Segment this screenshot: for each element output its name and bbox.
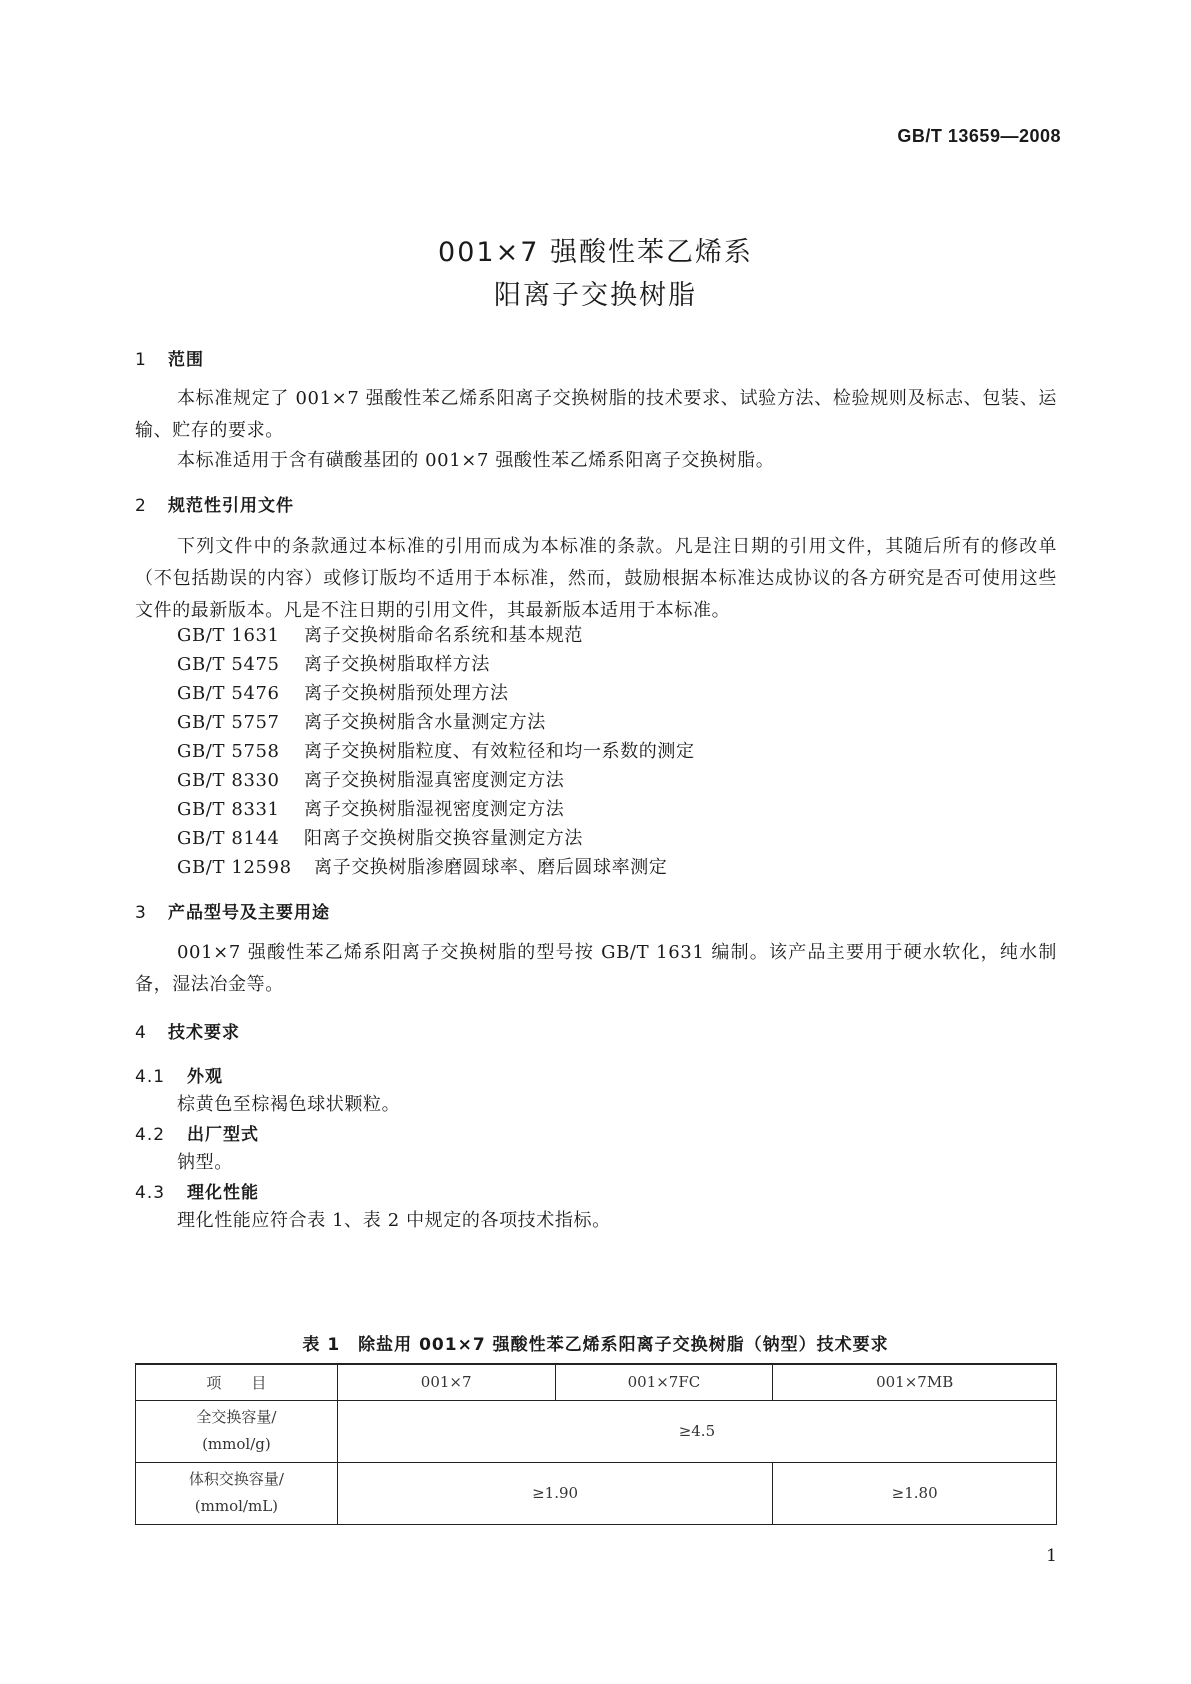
section-title: 规范性引用文件 [168, 496, 294, 516]
reference-name: 离子交换树脂粒度、有效粒径和均一系数的测定 [304, 741, 695, 762]
section-3-heading [135, 898, 330, 923]
table-value-cell: ≥1.80 [773, 1462, 1057, 1524]
table-header-cell: 001×7 [337, 1364, 555, 1400]
section-number: 4.3 [135, 1183, 166, 1203]
section-4-1-heading [135, 1062, 223, 1087]
reference-name: 离子交换树脂渗磨圆球率、磨后圆球率测定 [314, 857, 668, 878]
section-title: 技术要求 [168, 1023, 240, 1043]
section-title: 范围 [168, 350, 204, 370]
reference-item [177, 824, 583, 850]
table-row [136, 1462, 1057, 1524]
item-unit: (mmol/mL) [194, 1497, 279, 1515]
reference-code: GB/T 12598 [177, 857, 292, 878]
reference-item [177, 766, 564, 792]
section-4-2-heading [135, 1120, 259, 1145]
standard-code: GB/T 13659—2008 [897, 126, 1061, 146]
reference-name: 离子交换树脂湿真密度测定方法 [304, 770, 565, 791]
section-1-paragraph-2: 本标准适用于含有磺酸基团的 001×7 强酸性苯乙烯系阳离子交换树脂。 [177, 450, 775, 471]
item-label: 全交换容量/ [196, 1408, 277, 1426]
table-item-cell [136, 1462, 338, 1524]
section-4-2-text: 钠型。 [177, 1152, 233, 1173]
item-unit: (mmol/g) [202, 1435, 271, 1453]
reference-item [177, 679, 509, 705]
section-1-heading [135, 345, 204, 370]
section-number: 4.2 [135, 1125, 166, 1145]
section-number: 4 [135, 1023, 147, 1043]
reference-code: GB/T 5475 [177, 654, 280, 675]
section-2-heading [135, 491, 294, 516]
item-label: 体积交换容量/ [188, 1470, 284, 1488]
reference-name: 离子交换树脂取样方法 [304, 654, 490, 675]
reference-code: GB/T 8144 [177, 828, 280, 849]
section-2-paragraph: 下列文件中的条款通过本标准的引用而成为本标准的条款。凡是注日期的引用文件，其随后所有的修改单（不包括勘误的内容）或修订版均不适用于本标准，然而，鼓励根据本标准达成协议的各方研究是否可使用这些文件的最新版本。凡是不注日期的引用文件，其最新版本适用于本标准。 [135, 536, 1057, 621]
table-header-cell: 项 目 [136, 1364, 338, 1400]
section-number: 3 [135, 903, 147, 923]
table-1 [135, 1363, 1057, 1525]
section-4-1-text: 棕黄色至棕褐色球状颗粒。 [177, 1094, 401, 1115]
section-title: 理化性能 [187, 1183, 259, 1203]
reference-item [177, 621, 583, 647]
table-value-cell: ≥4.5 [337, 1400, 1056, 1462]
reference-code: GB/T 8330 [177, 770, 280, 791]
section-4-3-heading [135, 1178, 259, 1203]
reference-item [177, 650, 490, 676]
section-3-paragraph: 001×7 强酸性苯乙烯系阳离子交换树脂的型号按 GB/T 1631 编制。该产品主要用于硬水软化，纯水制备，湿法冶金等。 [135, 942, 1057, 995]
document-title-line2: 阳离子交换树脂 [494, 280, 697, 311]
document-title-line1: 001×7 强酸性苯乙烯系 [438, 237, 753, 268]
reference-item [177, 795, 564, 821]
table-header-cell: 001×7FC [555, 1364, 773, 1400]
section-4-3-text: 理化性能应符合表 1、表 2 中规定的各项技术指标。 [177, 1210, 611, 1231]
section-4-heading [135, 1018, 240, 1043]
section-1-paragraph-1: 本标准规定了 001×7 强酸性苯乙烯系阳离子交换树脂的技术要求、试验方法、检验规则及标志、包装、运输、贮存的要求。 [135, 388, 1057, 441]
section-title: 产品型号及主要用途 [168, 903, 330, 923]
page-number: 1 [1046, 1546, 1057, 1566]
section-number: 4.1 [135, 1067, 166, 1087]
section-number: 1 [135, 350, 147, 370]
table-row [136, 1400, 1057, 1462]
reference-code: GB/T 5476 [177, 683, 280, 704]
reference-name: 离子交换树脂湿视密度测定方法 [304, 799, 565, 820]
section-title: 外观 [187, 1067, 223, 1087]
reference-name: 离子交换树脂预处理方法 [304, 683, 509, 704]
reference-name: 阳离子交换树脂交换容量测定方法 [304, 828, 583, 849]
section-title: 出厂型式 [187, 1125, 259, 1145]
table-header-cell: 001×7MB [773, 1364, 1057, 1400]
reference-code: GB/T 5758 [177, 741, 280, 762]
reference-item [177, 853, 667, 879]
reference-code: GB/T 1631 [177, 625, 280, 646]
table-value-cell: ≥1.90 [337, 1462, 773, 1524]
reference-item [177, 708, 546, 734]
table-header-row [136, 1364, 1057, 1400]
section-number: 2 [135, 496, 147, 516]
reference-item [177, 737, 695, 763]
table-item-cell [136, 1400, 338, 1462]
reference-name: 离子交换树脂命名系统和基本规范 [304, 625, 583, 646]
reference-name: 离子交换树脂含水量测定方法 [304, 712, 546, 733]
table-1-caption: 表 1 除盐用 001×7 强酸性苯乙烯系阳离子交换树脂（钠型）技术要求 [302, 1335, 889, 1355]
reference-code: GB/T 5757 [177, 712, 280, 733]
reference-code: GB/T 8331 [177, 799, 280, 820]
